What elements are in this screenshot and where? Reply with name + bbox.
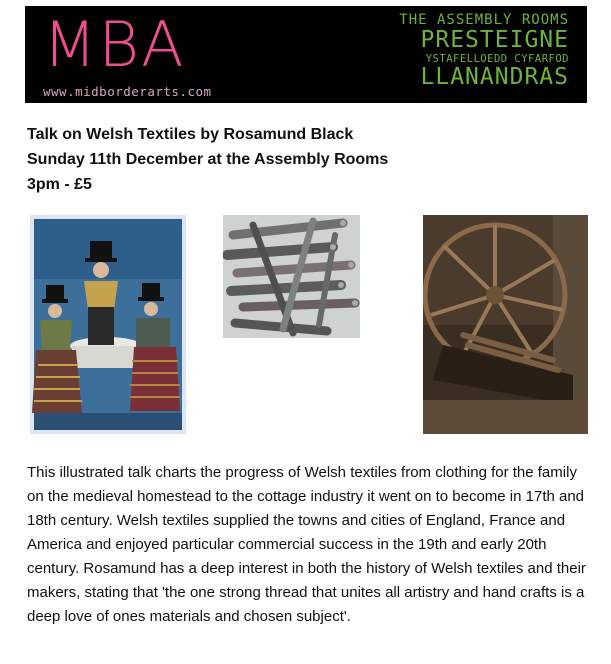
website-link[interactable]: www.midborderarts.com bbox=[43, 84, 212, 99]
venue-line-2: PRESTEIGNE bbox=[420, 27, 569, 53]
spindles-bobbins-photo bbox=[223, 215, 360, 338]
venue-line-4: LLANANDRAS bbox=[420, 63, 569, 90]
event-price: 3pm - £5 bbox=[27, 176, 92, 193]
venue-block bbox=[399, 13, 569, 89]
venue-line-1: THE ASSEMBLY ROOMS bbox=[399, 12, 569, 28]
event-headings bbox=[27, 122, 388, 197]
event-description: This illustrated talk charts the progress of Welsh textiles from clothing for the family on the medieval homestead to the cottage industry it went on to become in 17th and 18th century. Welsh textiles supplied the towns and cities of England, France and America and enjoyed particular commercial success in the 19th and early 20th century. Rosamund has a deep interest in both the history of Welsh textiles and their makers, stating that 'the one strong thread that unites all artistry and hand crafts is a deep love of ones materials and chosen subject'. bbox=[27, 464, 586, 625]
event-date: Sunday 11th December at the Assembly Rooms bbox=[27, 151, 389, 168]
spinning-wheel-photo bbox=[423, 215, 588, 434]
mba-logo: MBA bbox=[43, 8, 186, 81]
event-title: Talk on Welsh Textiles by Rosamund Black bbox=[27, 126, 354, 143]
welsh-women-costume-photo bbox=[30, 215, 186, 434]
venue-line-3: YSTAFELLOEDD CYFARFOD bbox=[425, 53, 569, 65]
header-banner[interactable] bbox=[25, 6, 587, 103]
